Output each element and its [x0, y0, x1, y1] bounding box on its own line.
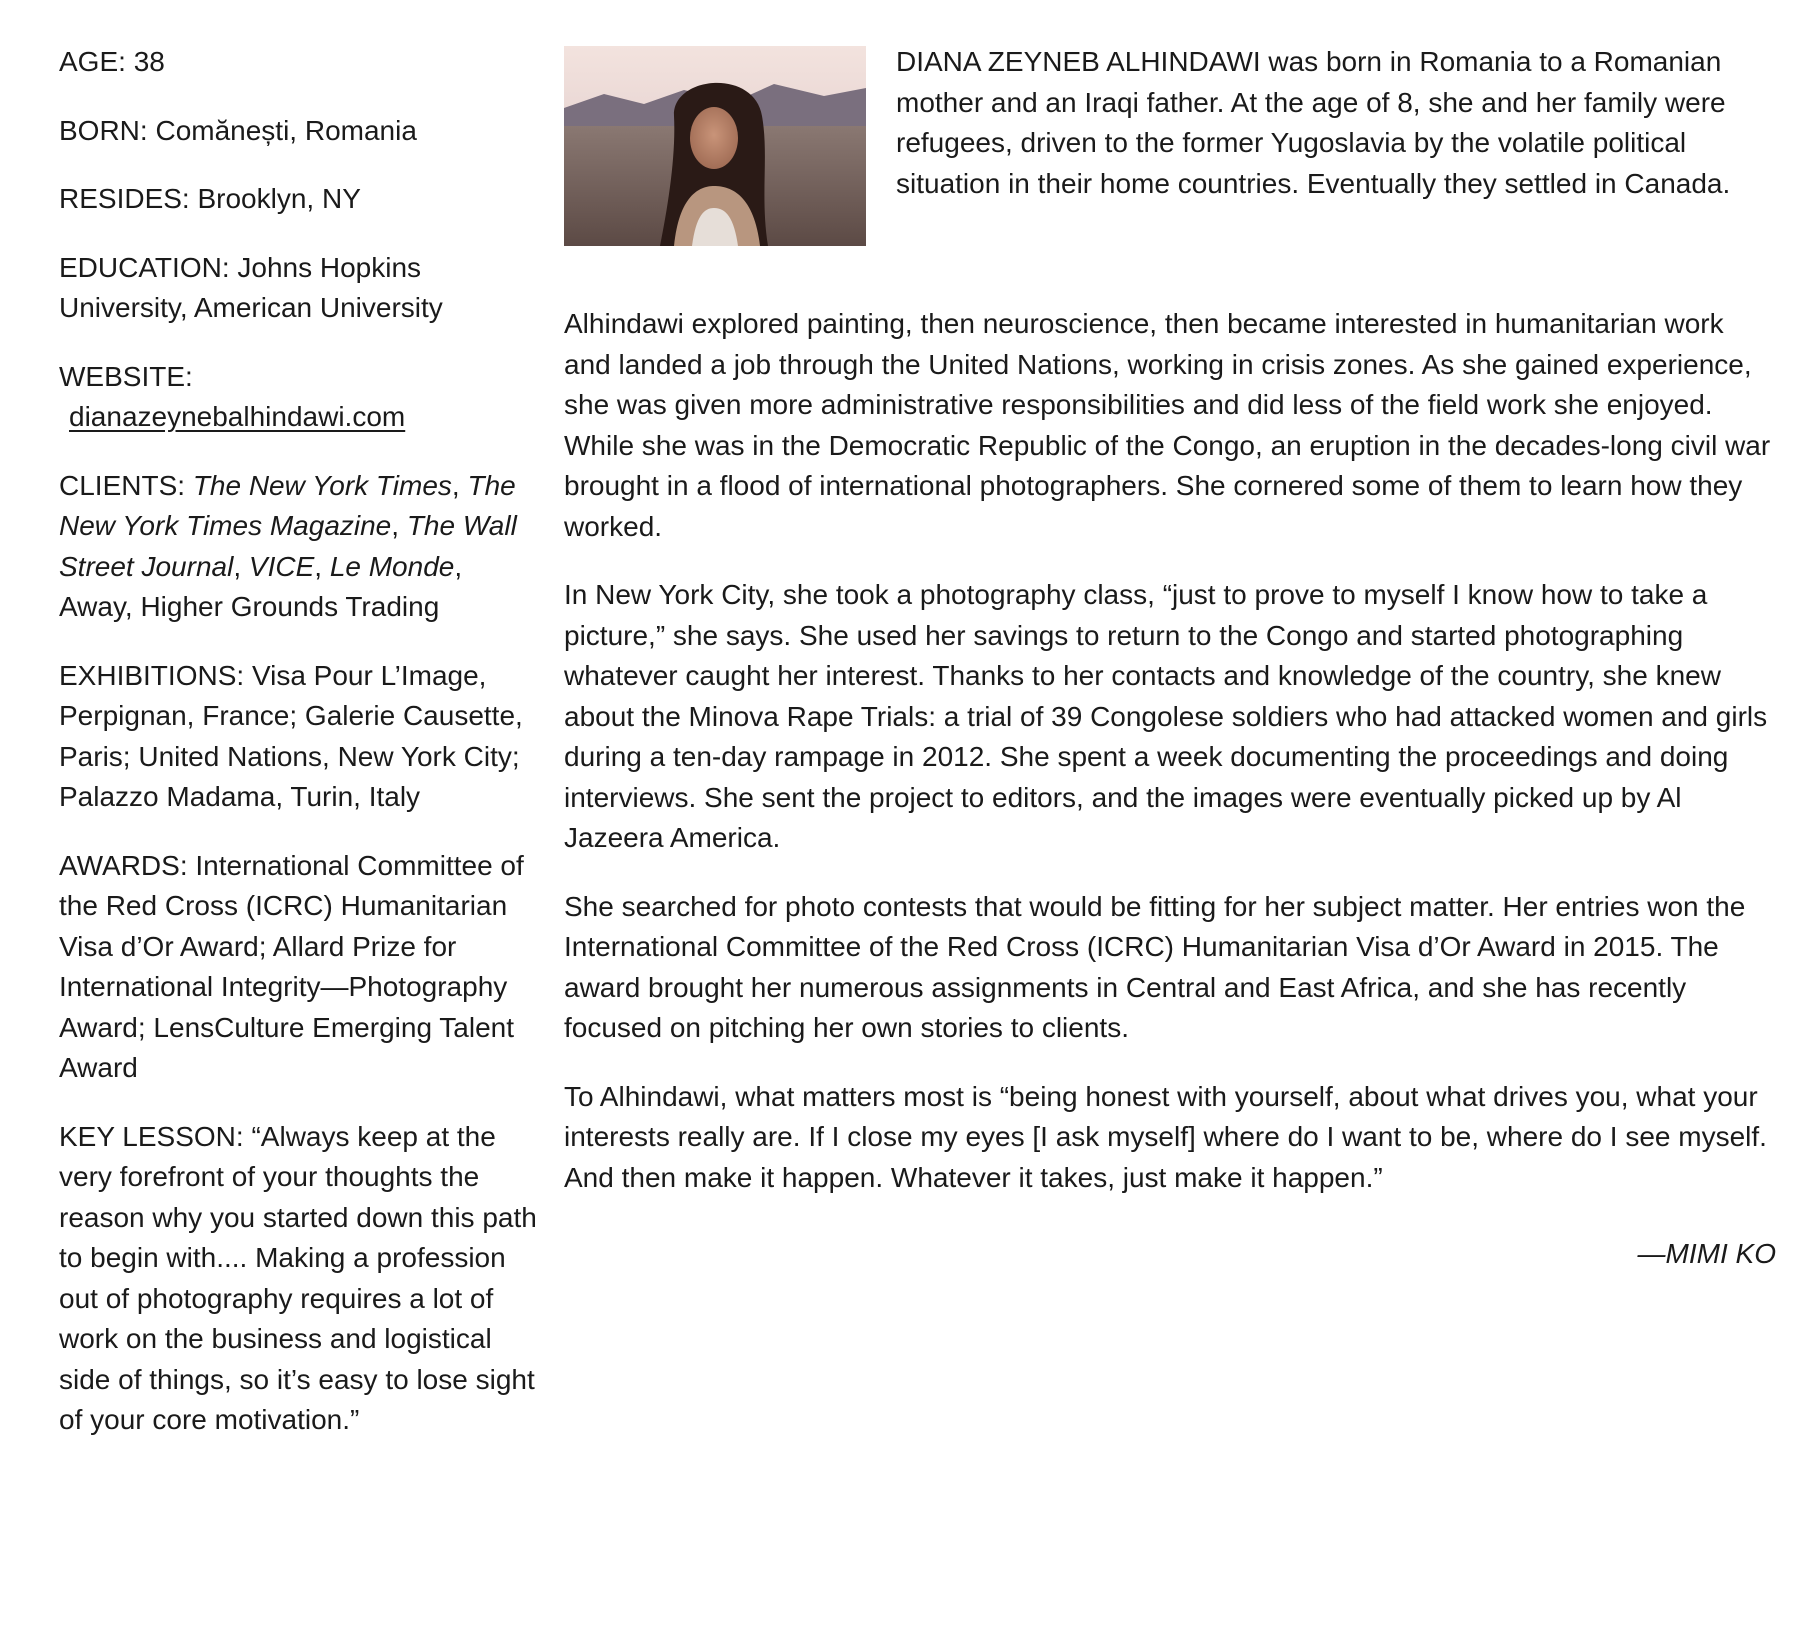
fact-website	[59, 357, 539, 438]
fact-label: KEY LESSON:	[59, 1120, 244, 1152]
fact-education	[59, 248, 539, 329]
facts-column	[59, 42, 539, 1469]
article-paragraph: To Alhindawi, what matters most is “being honest with yourself, about what drives you, what your interests really are. If I close my eyes [I ask myself] where do I want to be, where do I see myself. And then make it happen. Whatever it takes, just make it happen.”	[564, 1080, 1767, 1193]
client-separator: ,	[391, 510, 407, 541]
fact-label: AGE:	[59, 46, 126, 77]
fact-value: Comănești, Romania	[155, 114, 417, 146]
fact-clients	[59, 466, 539, 628]
portrait-photo	[564, 46, 866, 246]
fact-age	[59, 42, 539, 83]
website-link[interactable]: dianazeynebalhindawi.com	[69, 401, 406, 432]
fact-born	[59, 111, 539, 152]
fact-exhibitions	[59, 656, 539, 818]
article-column	[564, 42, 1776, 1303]
client-separator: ,	[314, 550, 330, 582]
author-byline: —MIMI KO	[1637, 1238, 1776, 1269]
fact-label: RESIDES:	[59, 183, 190, 214]
client-separator: ,	[451, 469, 468, 501]
fact-label: AWARDS:	[59, 849, 188, 881]
fact-awards	[59, 846, 539, 1089]
fact-value: International Committee of the Red Cross (ICRC) Humanitarian Visa d’Or Award; Allard Prize for International Integrity—Photography Award; LensCulture Emerging Talent Award	[59, 849, 524, 1083]
fact-value: Visa Pour L’Image, Perpignan, France; Galerie Causette, Paris; United Nations, New York City; Palazzo Madama, Turin, Italy	[59, 659, 523, 812]
client-separator: ,	[233, 550, 249, 582]
fact-label: EXHIBITIONS:	[59, 659, 245, 691]
article-paragraph: Alhindawi explored painting, then neuroscience, then became interested in humanitarian work and landed a job through the United Nations, working in crisis zones. As she gained experience, she was given more administrative responsibilities and did less of the field work she enjoyed. While she was in the Democratic Republic of the Congo, an eruption in the decades-long civil war brought in a flood of international photographers. She cornered some of them to learn how they worked.	[564, 308, 1771, 542]
fact-key-lesson	[59, 1117, 539, 1441]
article-paragraph: She searched for photo contests that would be fitting for her subject matter. Her entries won the International Committee of the Red Cross (ICRC) Humanitarian Visa d’Or Award in 2015. The award brought her numerous assignments in Central and East Africa, and she has recently focused on pitching her own stories to clients.	[564, 890, 1746, 1043]
fact-value: Brooklyn, NY	[197, 183, 361, 214]
lead-text: was born in Romania to a Romanian mother and an Iraqi father. At the age of 8, she and her family were refugees, driven to the former Yugoslavia by the volatile political situation in their home countries. Eventually they settled in Canada.	[896, 46, 1731, 199]
article-lead-paragraph	[564, 42, 1776, 276]
fact-resides	[59, 179, 539, 220]
client-name: The New York Times Magazine	[59, 469, 516, 541]
client-name: The New York Times	[192, 469, 452, 501]
client-rest: , Away, Higher Grounds Trading	[59, 550, 463, 622]
article-paragraph: In New York City, she took a photography class, “just to prove to myself I know how to take a picture,” she says. She used her savings to return to the Congo and started photographing whatever caught her interest. Thanks to her contacts and knowledge of the country, she knew about the Minova Rape Trials: a trial of 39 Congolese soldiers who had attacked women and girls during a ten-day rampage in 2012. She spent a week documenting the proceedings and doing interviews. She sent the project to editors, and the images were eventually picked up by Al Jazeera America.	[564, 579, 1768, 853]
fact-label: CLIENTS:	[59, 469, 186, 501]
fact-label: EDUCATION:	[59, 251, 230, 283]
client-name: Le Monde	[329, 550, 455, 582]
fact-value: Johns Hopkins University, American University	[59, 251, 443, 323]
photo-face	[690, 107, 738, 169]
client-name: VICE	[248, 550, 315, 582]
subject-name: DIANA ZEYNEB ALHINDAWI	[896, 46, 1261, 77]
fact-label: BORN:	[59, 114, 148, 146]
client-name: The Wall Street Journal	[59, 510, 517, 582]
fact-label: WEBSITE:	[59, 360, 193, 392]
fact-value: 38	[133, 46, 165, 77]
fact-value: “Always keep at the very forefront of your thoughts the reason why you started down this path to begin with.... Making a profession out of photography requires a lot of work on the business and logistical side of things, so it’s easy to lose sight of your core motivation.”	[59, 1120, 537, 1435]
